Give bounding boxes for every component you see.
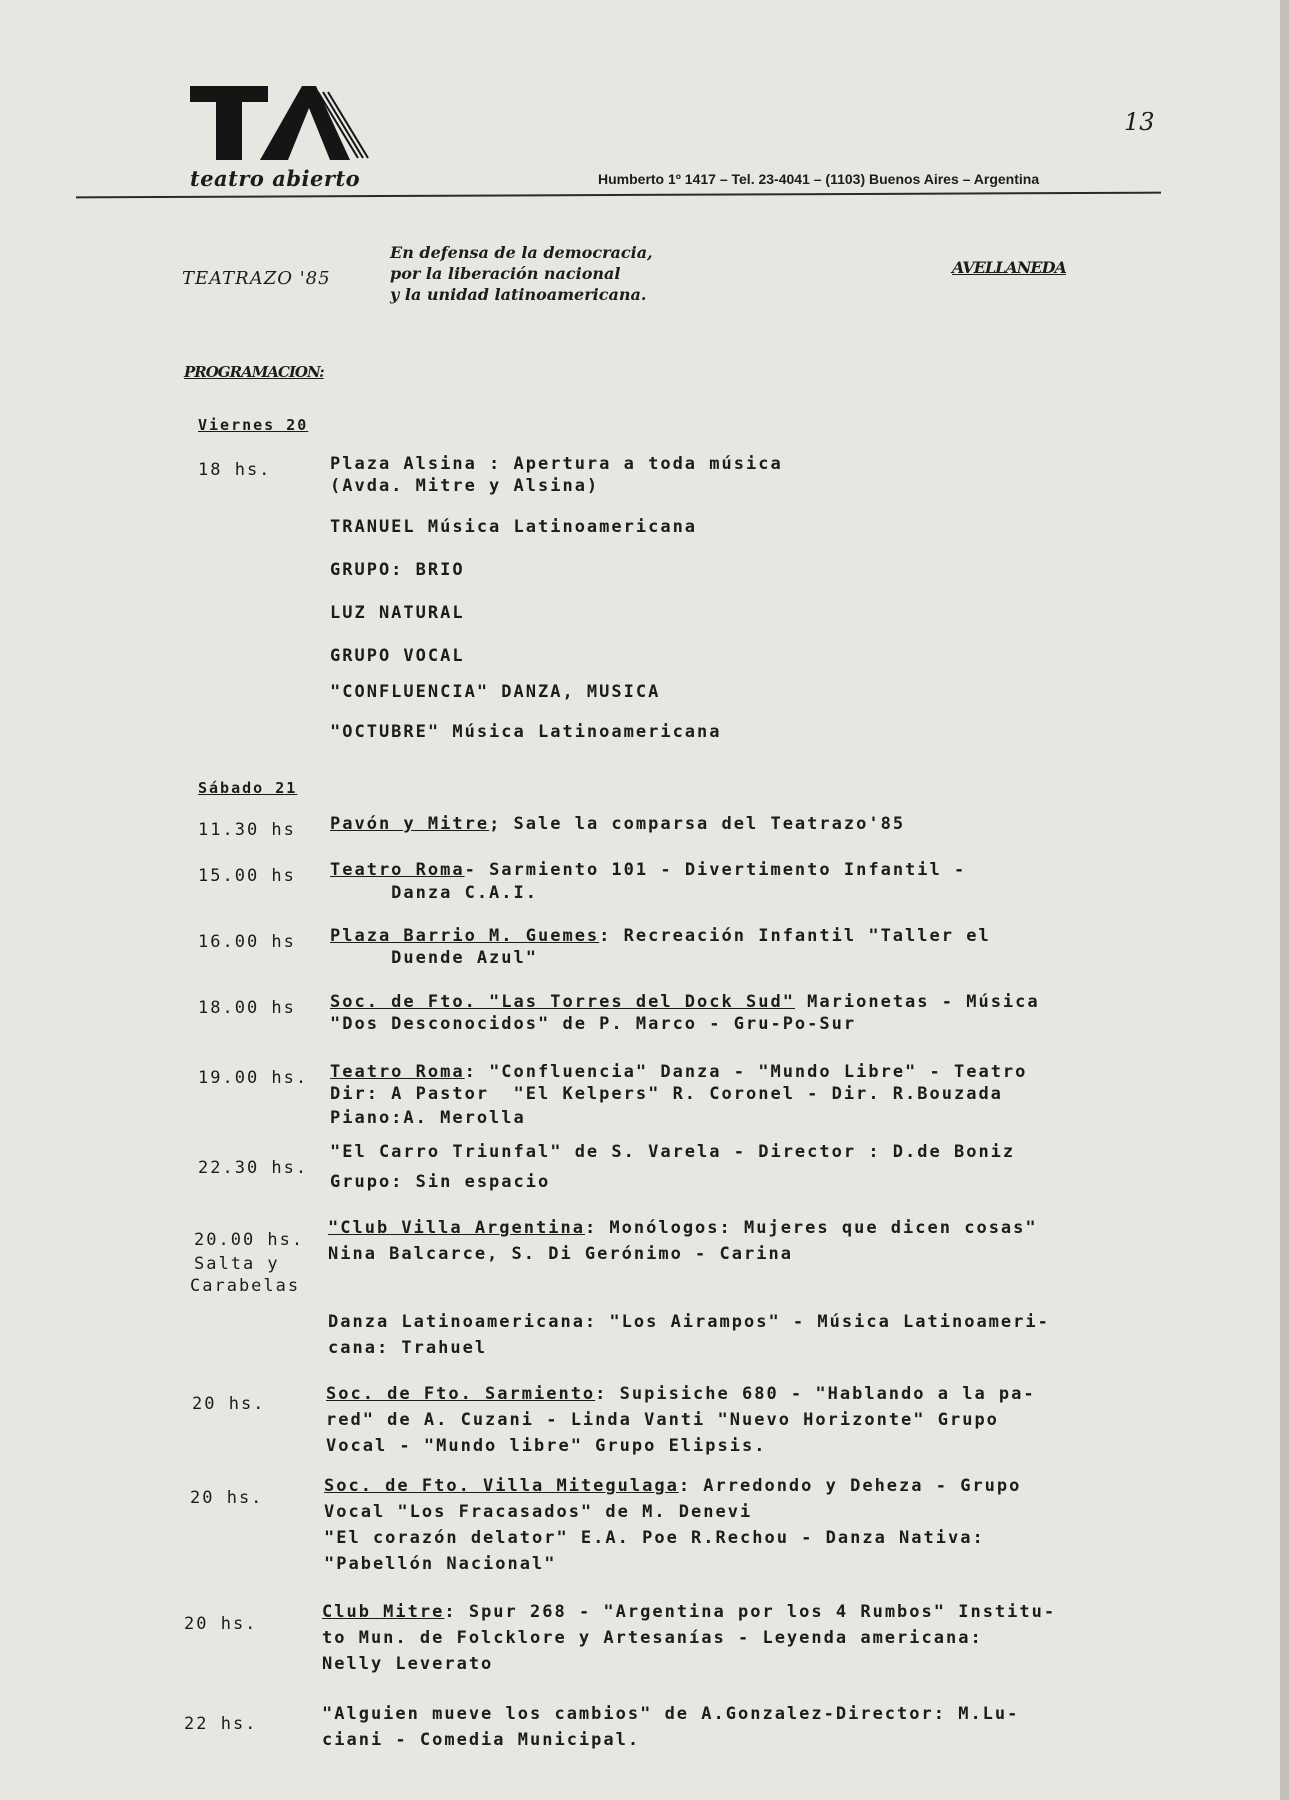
event-continuation: ciani - Comedia Municipal.: [322, 1730, 641, 1750]
event-venue: Plaza Barrio M. Guemes: [330, 926, 600, 946]
header-rule: [76, 192, 1161, 199]
event-time: 19.00 hs.: [198, 1068, 309, 1088]
event-time: 15.00 hs: [198, 866, 296, 886]
event-time: 18.00 hs: [198, 998, 296, 1018]
event-venue: Soc. de Fto. Sarmiento: [326, 1384, 596, 1404]
event-description: - Sarmiento 101 - Divertimento Infantil -: [464, 860, 967, 880]
event-time: 20 hs.: [190, 1488, 264, 1508]
event-venue: Pavón y Mitre: [330, 814, 490, 834]
event-description: : Supisiche 680 - "Hablando a la pa-: [595, 1384, 1036, 1404]
event-time-location: Carabelas: [190, 1276, 301, 1296]
header-address: Humberto 1º 1417 – Tel. 23-4041 – (1103) Buenos Aires – Argentina: [598, 171, 1040, 187]
slogan: [390, 242, 653, 305]
event-time: 18 hs.: [198, 460, 272, 480]
event-continuation: cana: Trahuel: [328, 1338, 488, 1358]
event-line: [322, 1600, 1056, 1624]
slogan-line: por la liberación nacional: [390, 264, 621, 283]
page-number: 13: [1124, 108, 1155, 136]
event-time: 20 hs.: [184, 1614, 258, 1634]
teatro-abierto-logo: [190, 86, 370, 160]
event-line: [330, 1060, 1027, 1084]
event-description: "Alguien mueve los cambios" de A.Gonzalez-Director: M.Lu-: [322, 1704, 1020, 1724]
event-time: 22.30 hs.: [198, 1158, 309, 1178]
event-description: : Monólogos: Mujeres que dicen cosas": [584, 1218, 1038, 1238]
event-continuation: "Pabellón Nacional": [324, 1554, 557, 1574]
event-description: ; Sale la comparsa del Teatrazo'85: [489, 814, 906, 834]
event-continuation: Nelly Leverato: [322, 1654, 494, 1674]
event-line: [330, 858, 966, 882]
event-line: [330, 812, 905, 836]
event-venue-address: (Avda. Mitre y Alsina): [330, 476, 600, 496]
event-line: [330, 990, 1040, 1014]
event-venue: "Club Villa Argentina: [328, 1218, 585, 1238]
event-continuation: Piano:A. Merolla: [330, 1108, 526, 1128]
event-description: Danza Latinoamericana: "Los Airampos" - Música Latinoameri-: [328, 1312, 1050, 1332]
event-continuation: to Mun. de Folcklore y Artesanías - Leyenda americana:: [322, 1628, 983, 1648]
teatrazo-title: TEATRAZO '85: [182, 268, 331, 289]
act-item: "OCTUBRE" Música Latinoamericana: [330, 722, 722, 742]
event-time: 16.00 hs: [198, 932, 296, 952]
event-time: 11.30 hs: [198, 820, 296, 840]
event-line: [326, 1382, 1036, 1406]
logo-caption: teatro abierto: [190, 166, 361, 191]
event-line: [328, 1216, 1038, 1240]
act-item: GRUPO: BRIO: [330, 560, 465, 580]
event-description: "El Carro Triunfal" de S. Varela - Director : D.de Boniz: [330, 1142, 1016, 1162]
city-heading: AVELLANEDA: [952, 258, 1066, 277]
event-venue: Soc. de Fto. Villa Mitegulaga: [324, 1476, 679, 1496]
event-continuation: red" de A. Cuzani - Linda Vanti "Nuevo Horizonte" Grupo: [326, 1410, 999, 1430]
event-description: : Recreación Infantil "Taller el: [599, 926, 991, 946]
event-continuation: Nina Balcarce, S. Di Gerónimo - Carina: [328, 1244, 793, 1264]
section-title: PROGRAMACION:: [184, 363, 324, 381]
event-line: [330, 924, 991, 948]
act-item: "CONFLUENCIA" DANZA, MUSICA: [330, 682, 661, 702]
event-description: : Arredondo y Deheza - Grupo: [678, 1476, 1022, 1496]
event-line: [324, 1474, 1021, 1498]
event-continuation: Grupo: Sin espacio: [330, 1172, 551, 1192]
act-item: TRANUEL Música Latinoamericana: [330, 517, 698, 537]
event-continuation: Vocal - "Mundo libre" Grupo Elipsis.: [326, 1436, 767, 1456]
day-heading-friday: Viernes 20: [198, 416, 309, 434]
act-item: GRUPO VOCAL: [330, 646, 465, 666]
event-venue: Plaza Alsina : Apertura a toda música: [330, 454, 783, 474]
slogan-line: En defensa de la democracia,: [390, 243, 653, 262]
day-heading-saturday: Sábado 21: [198, 779, 298, 797]
event-continuation: Vocal "Los Fracasados" de M. Denevi: [324, 1502, 753, 1522]
event-continuation: "El corazón delator" E.A. Poe R.Rechou - Danza Nativa:: [324, 1528, 985, 1548]
event-time: 22 hs.: [184, 1714, 258, 1734]
event-continuation: "Dos Desconocidos" de P. Marco - Gru-Po-Sur: [330, 1014, 857, 1034]
event-venue: Teatro Roma: [330, 860, 465, 880]
act-item: LUZ NATURAL: [330, 603, 465, 623]
slogan-line: y la unidad latinoamericana.: [390, 285, 647, 304]
event-time: 20.00 hs.: [194, 1230, 305, 1250]
event-venue: Soc. de Fto. "Las Torres del Dock Sud": [330, 992, 795, 1012]
event-description: : Spur 268 - "Argentina por los 4 Rumbos" Institu-: [444, 1602, 1057, 1622]
event-time-location: Salta y: [194, 1254, 280, 1274]
event-time: 20 hs.: [192, 1394, 266, 1414]
event-venue: Club Mitre: [322, 1602, 445, 1622]
event-description: : "Confluencia" Danza - "Mundo Libre" - Teatro: [464, 1062, 1028, 1082]
event-venue: Teatro Roma: [330, 1062, 465, 1082]
event-continuation: Dir: A Pastor "El Kelpers" R. Coronel - Dir. R.Bouzada: [330, 1084, 1003, 1104]
event-continuation: Danza C.A.I.: [330, 883, 538, 903]
event-description: Marionetas - Música: [794, 992, 1040, 1012]
event-continuation: Duende Azul": [330, 948, 538, 968]
